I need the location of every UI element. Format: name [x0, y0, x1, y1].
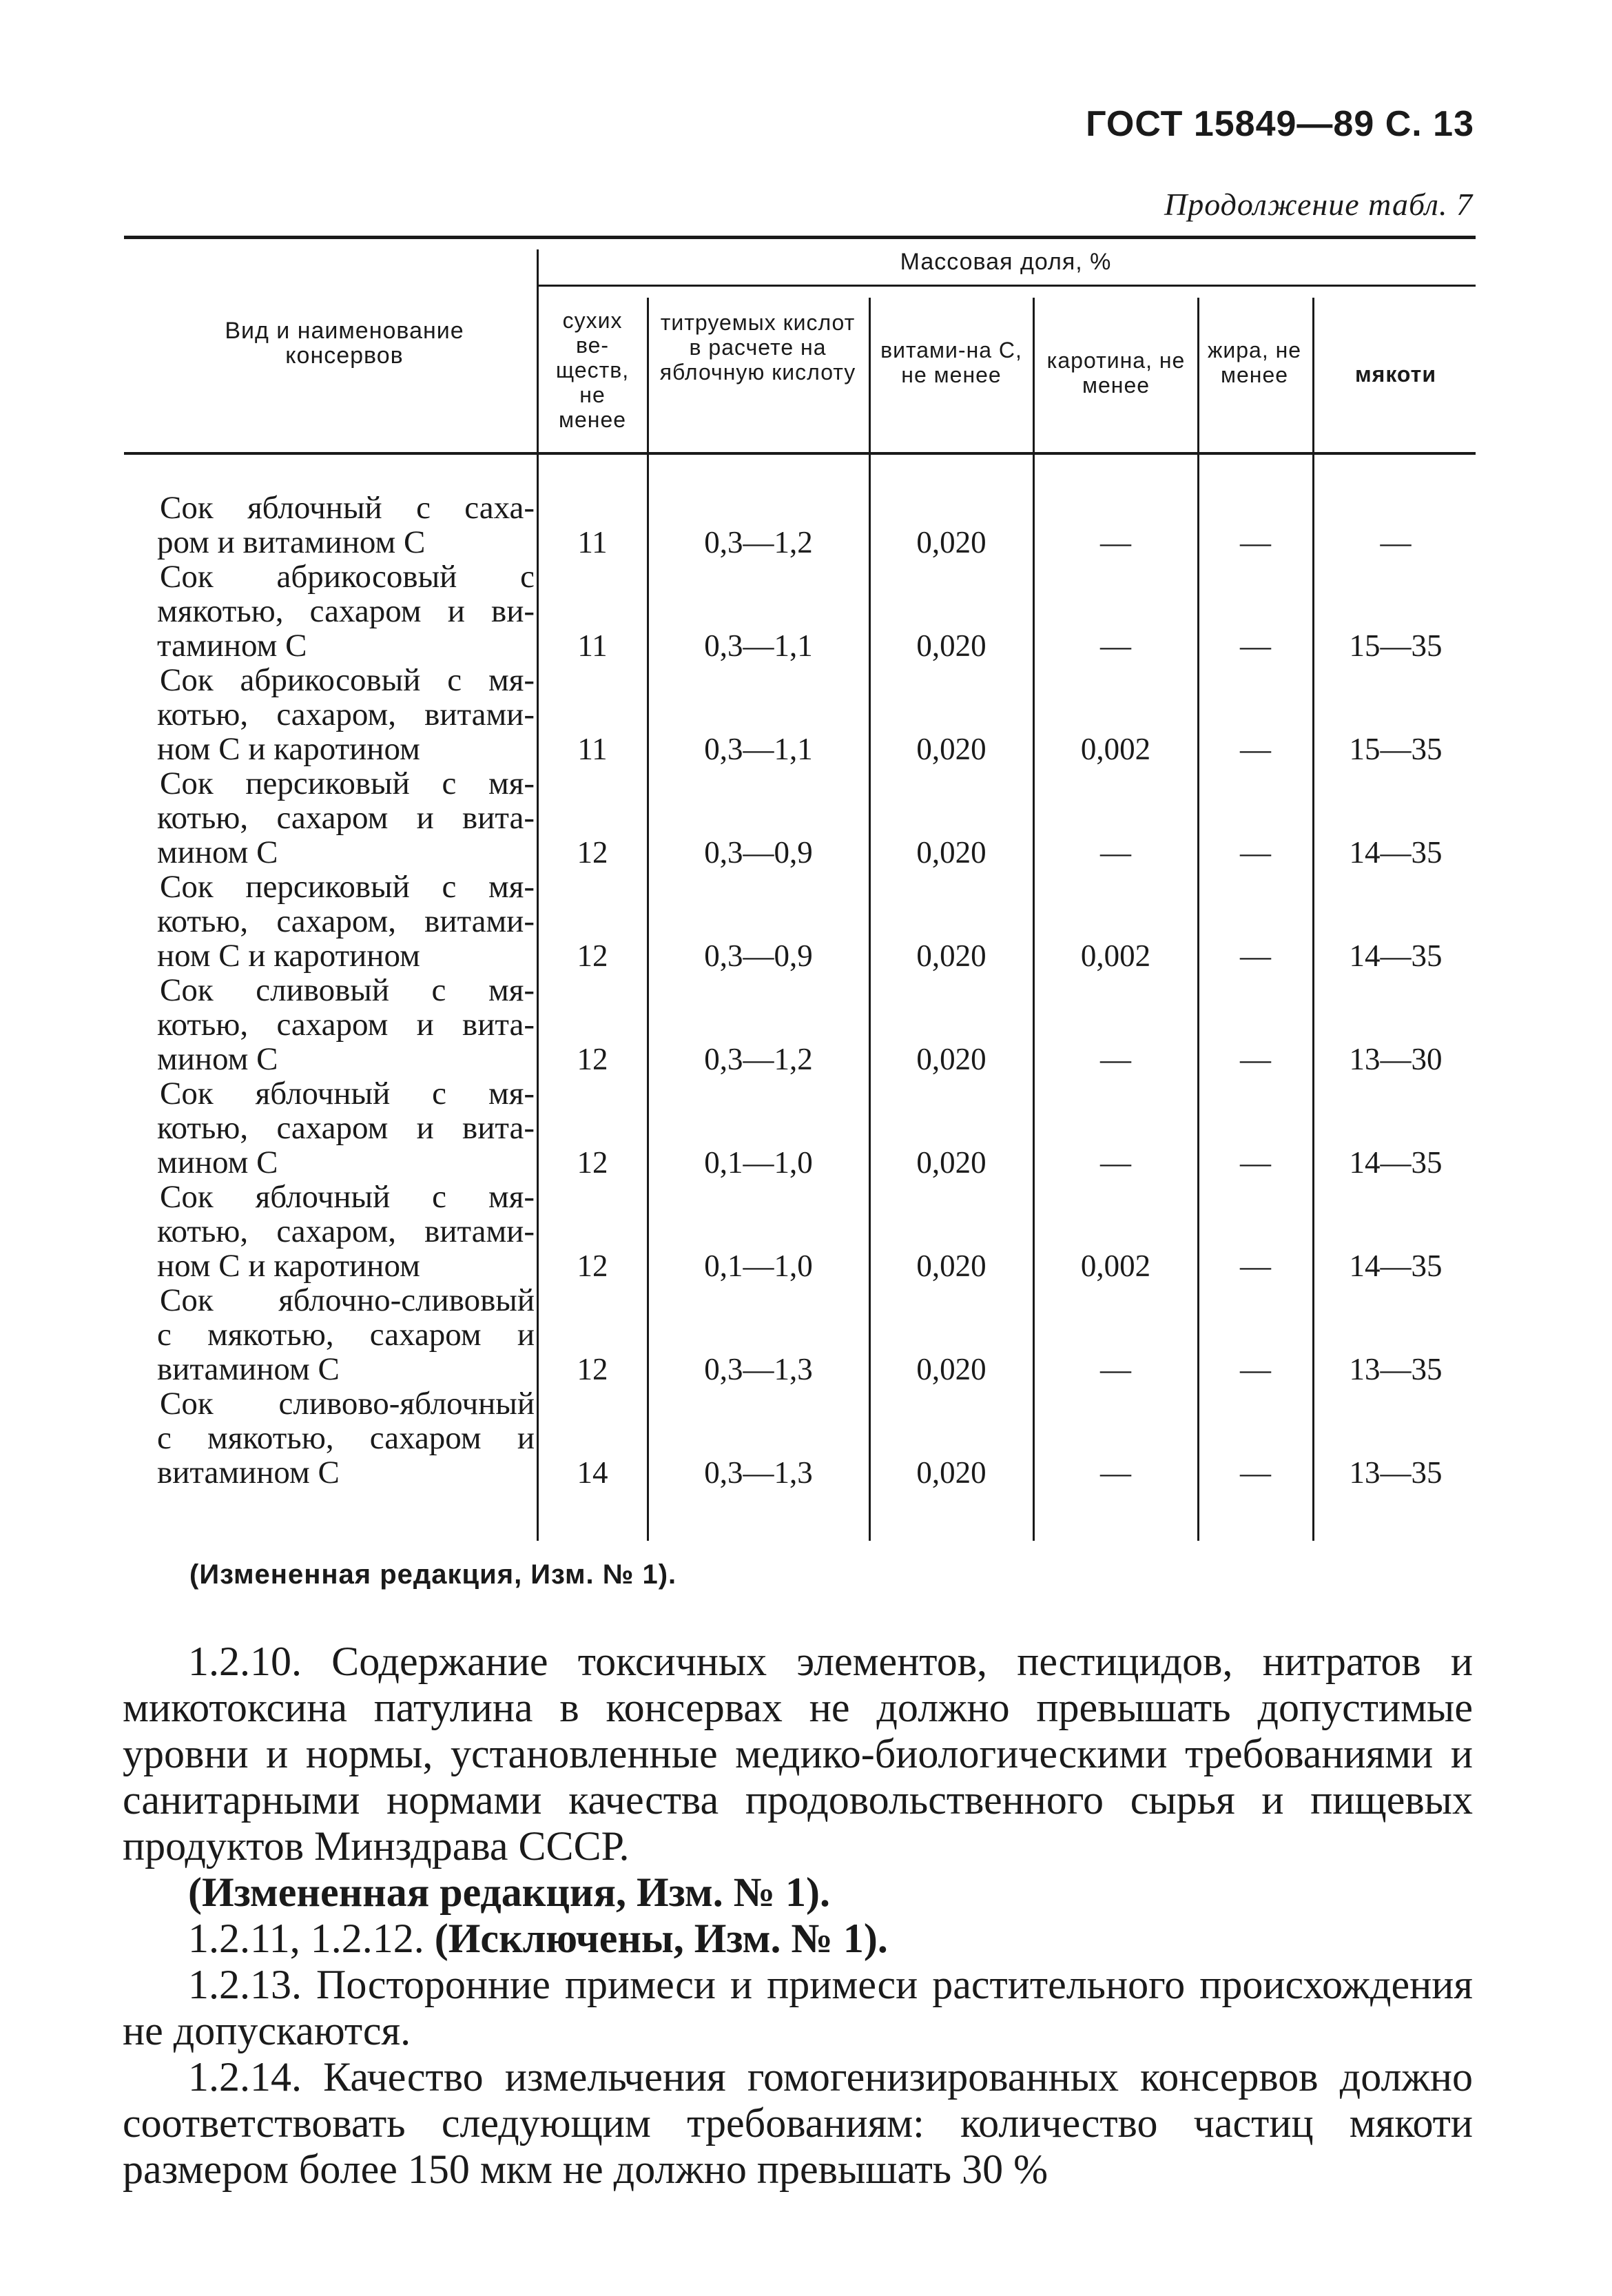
table-row-name: Сок персиковый с мя- котью, сахаром, витами- ном С и каротином: [157, 869, 535, 974]
paragraph-1-2-14: 1.2.14. Качество измельчения гомогенизированных консервов должно соответствовать следующим требованиям: количество частиц мякоти размером более 150 мкм не должно превышать 30 %: [123, 2054, 1473, 2192]
table-cell: 0,3—1,2: [704, 525, 813, 560]
table-cell: 0,3—1,1: [704, 732, 813, 766]
table-cell: 0,020: [916, 1455, 986, 1490]
table-cell: 12: [577, 1352, 608, 1386]
table-cell: 0,020: [916, 1352, 986, 1386]
col-divider-5: [1197, 298, 1199, 1541]
header-bottom-rule: [124, 452, 1476, 455]
header-fat: жира, не менее: [1207, 338, 1302, 387]
col-divider-4: [1033, 298, 1035, 1541]
table-cell: —: [1100, 628, 1131, 663]
table-cell: —: [1240, 1352, 1271, 1386]
table-cell: 14—35: [1349, 835, 1443, 870]
table-cell: —: [1240, 939, 1271, 973]
table-cell: —: [1100, 835, 1131, 870]
table-row-name: Сок яблочно-сливовый с мякотью, сахаром и витамином С: [157, 1282, 535, 1387]
header-vitamin-c: витами-на С, не менее: [880, 338, 1022, 387]
table-cell: 11: [577, 525, 608, 560]
table-cell: 13—30: [1349, 1042, 1443, 1076]
table-cell: 12: [577, 1249, 608, 1283]
table-cell: 14—35: [1349, 1145, 1443, 1180]
table-cell: —: [1240, 835, 1271, 870]
col-divider-2: [647, 298, 649, 1541]
table-cell: 0,020: [916, 732, 986, 766]
table-row-name: Сок яблочный с мя- котью, сахаром, витами- ном С и каротином: [157, 1179, 535, 1284]
table-cell: —: [1100, 1042, 1131, 1076]
header-product-type: Вид и наименование консервов: [225, 318, 464, 369]
group-header-rule: [538, 285, 1476, 287]
table-cell: 11: [577, 732, 608, 766]
table-cell: —: [1240, 628, 1271, 663]
table-cell: 13—35: [1349, 1352, 1443, 1386]
table-cell: 0,3—0,9: [704, 835, 813, 870]
col-divider-6: [1312, 298, 1314, 1541]
table-cell: 14: [577, 1455, 608, 1490]
paragraph-revision: (Измененная редакция, Изм. № 1).: [188, 1869, 831, 1915]
table-cell: 11: [577, 628, 608, 663]
table-cell: —: [1100, 1352, 1131, 1386]
table-cell: 15—35: [1349, 732, 1443, 766]
paragraph-1-2-13: 1.2.13. Посторонние примеси и примеси растительного происхождения не допускаются.: [123, 1962, 1473, 2053]
table-cell: —: [1100, 525, 1131, 560]
table-cell: 0,002: [1080, 1249, 1151, 1283]
paragraph-1-2-11: 1.2.11, 1.2.12. (Исключены, Изм. № 1).: [188, 1916, 888, 1961]
table-cell: —: [1240, 732, 1271, 766]
table-cell: 0,3—1,3: [704, 1352, 813, 1386]
table-cell: 0,002: [1080, 732, 1151, 766]
table-continuation-label: Продолжение табл. 7: [1164, 187, 1473, 222]
col-divider-1: [537, 249, 539, 1541]
document-body: [123, 1639, 1473, 2193]
table-top-rule: [124, 236, 1476, 239]
table-cell: 0,3—1,1: [704, 628, 813, 663]
table-cell: —: [1240, 1455, 1271, 1490]
table-cell: 0,3—1,2: [704, 1042, 813, 1076]
table-cell: 15—35: [1349, 628, 1443, 663]
table-cell: —: [1100, 1455, 1131, 1490]
table-cell: 14—35: [1349, 939, 1443, 973]
table-cell: —: [1240, 1249, 1271, 1283]
table-cell: —: [1100, 1145, 1131, 1180]
page-header: ГОСТ 15849—89 С. 13: [1086, 104, 1474, 144]
table-row-name: Сок яблочный с саха- ром и витамином С: [157, 490, 535, 560]
table-cell: 0,020: [916, 1249, 986, 1283]
table-cell: 0,1—1,0: [704, 1249, 813, 1283]
table-cell: —: [1380, 525, 1412, 560]
table-row-name: Сок яблочный с мя- котью, сахаром и вита- мином С: [157, 1076, 535, 1180]
table-cell: 13—35: [1349, 1455, 1443, 1490]
table-cell: 0,1—1,0: [704, 1145, 813, 1180]
table-revision-note: (Измененная редакция, Изм. № 1).: [189, 1559, 677, 1590]
table-cell: 0,020: [916, 939, 986, 973]
table-cell: —: [1240, 1042, 1271, 1076]
table-cell: 0,020: [916, 835, 986, 870]
table-cell: 0,002: [1080, 939, 1151, 973]
table-cell: 0,020: [916, 525, 986, 560]
table-cell: 12: [577, 1042, 608, 1076]
table-cell: —: [1240, 525, 1271, 560]
table-cell: 0,020: [916, 1145, 986, 1180]
table-cell: 0,020: [916, 628, 986, 663]
header-pulp: мякоти: [1354, 362, 1437, 387]
header-titratable-acids: титруемых кислот в расчете на яблочную кислоту: [659, 310, 856, 385]
table-row-name: Сок персиковый с мя- котью, сахаром и вита- мином С: [157, 766, 535, 870]
table-cell: —: [1240, 1145, 1271, 1180]
table-cell: 14—35: [1349, 1249, 1443, 1283]
table-cell: 12: [577, 939, 608, 973]
table-cell: 12: [577, 835, 608, 870]
table-cell: 0,3—0,9: [704, 939, 813, 973]
header-mass-fraction: Массовая доля, %: [900, 249, 1112, 275]
table-cell: 0,020: [916, 1042, 986, 1076]
table-row-name: Сок сливовый с мя- котью, сахаром и вита- мином С: [157, 972, 535, 1077]
table-row-name: Сок абрикосовый с мякотью, сахаром и ви- тамином С: [157, 559, 535, 664]
table-cell: 0,3—1,3: [704, 1455, 813, 1490]
table-cell: 12: [577, 1145, 608, 1180]
header-dry-solids: сухих ве-ществ, не менее: [555, 308, 630, 432]
header-carotene: каротина, не менее: [1046, 348, 1186, 398]
table-row-name: Сок сливово-яблочный с мякотью, сахаром и витамином С: [157, 1386, 535, 1490]
table-row-name: Сок абрикосовый с мя- котью, сахаром, витами- ном С и каротином: [157, 662, 535, 767]
col-divider-3: [869, 298, 871, 1541]
paragraph-1-2-10: 1.2.10. Содержание токсичных элементов, пестицидов, нитратов и микотоксина патулина в консервах не должно превышать допустимые уровни и нормы, установленные медико-биологическими требованиями и санитарными нормами качества продовольственного сырья и пищевых продуктов Минздрава СССР.: [123, 1639, 1473, 1869]
